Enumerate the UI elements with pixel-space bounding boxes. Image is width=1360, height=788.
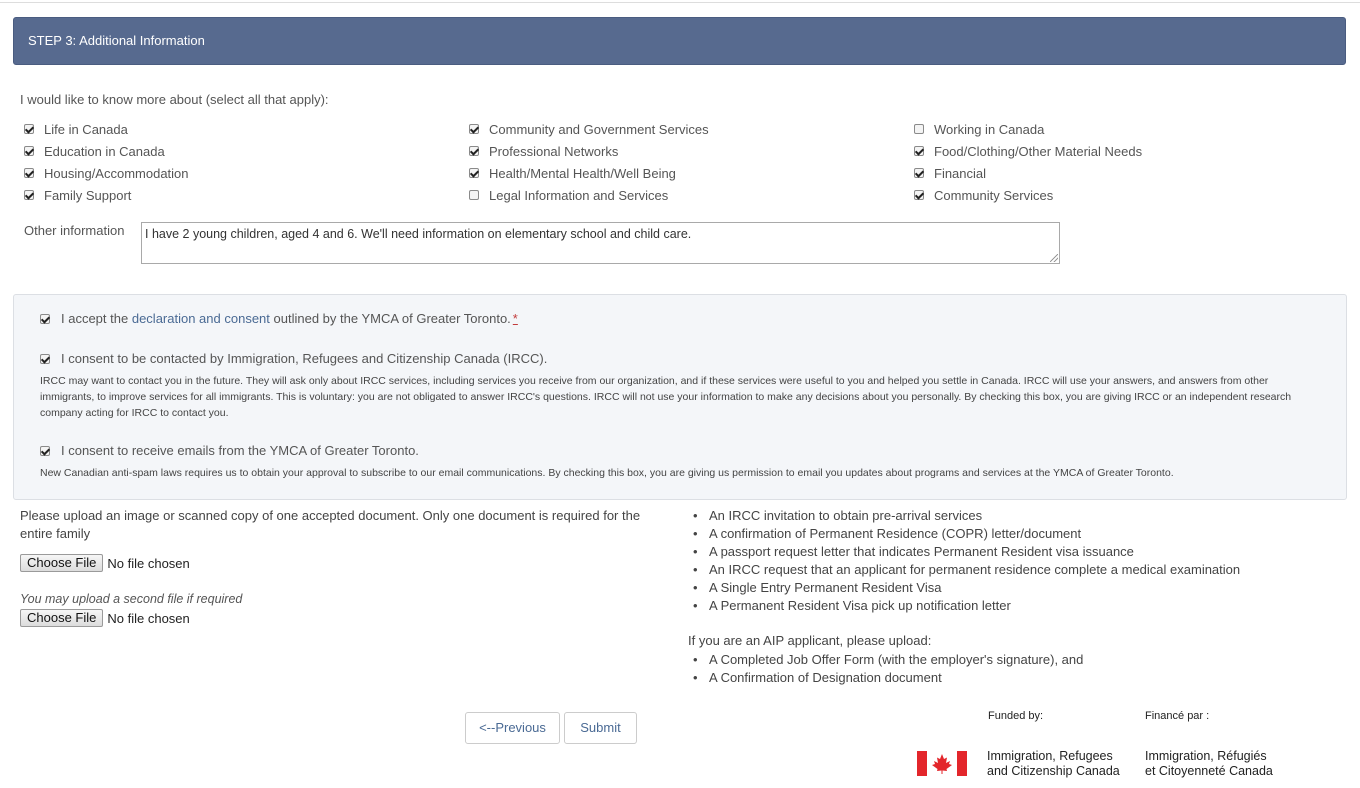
interest-option[interactable] [469, 164, 676, 182]
other-info-value: I have 2 young children, aged 4 and 6. We'll need information on elementary school and child care. [145, 227, 692, 241]
list-item: • A confirmation of Permanent Residence (COPR) letter/document [689, 525, 1240, 543]
canada-flag-icon [917, 751, 967, 776]
list-item: • A Completed Job Offer Form (with the employer's signature), and [689, 651, 1083, 669]
interest-option[interactable] [914, 164, 986, 182]
ircc-consent-row [40, 351, 547, 366]
agency-name-en-line2: and Citizenship Canada [987, 764, 1120, 778]
checkbox[interactable] [469, 146, 479, 156]
list-item: • A Permanent Resident Visa pick up notification letter [689, 597, 1240, 615]
interest-option[interactable] [24, 164, 189, 182]
other-info-label: Other information [24, 223, 125, 238]
file-upload-1 [20, 554, 190, 572]
list-item: • A Single Entry Permanent Resident Visa [689, 579, 1240, 597]
interest-label: Professional Networks [489, 143, 619, 159]
file-upload-2 [20, 609, 190, 627]
interest-label: Life in Canada [44, 121, 128, 137]
top-divider [0, 2, 1360, 3]
agency-name-en-line1: Immigration, Refugees [987, 749, 1113, 763]
interest-label: Working in Canada [934, 121, 1045, 137]
step-header: STEP 3: Additional Information [13, 17, 1346, 65]
interest-label: Food/Clothing/Other Material Needs [934, 143, 1143, 159]
list-item: • An IRCC request that an applicant for permanent residence complete a medical examination [689, 561, 1240, 579]
checkbox[interactable] [914, 168, 924, 178]
checkbox[interactable] [469, 124, 479, 134]
interest-label: Family Support [44, 187, 132, 203]
email-consent-note: New Canadian anti-spam laws requires us to obtain your approval to subscribe to our email communications. By checking this box, you are giving us permission to email you updates about programs and services at the YMCA of Greater Toronto. [40, 467, 1174, 479]
interest-option[interactable] [469, 142, 618, 160]
interest-label: Community Services [934, 187, 1054, 203]
agency-name-en [987, 749, 1120, 779]
checkbox[interactable] [914, 124, 924, 134]
ircc-consent-label: I consent to be contacted by Immigration, Refugees and Citizenship Canada (IRCC). [61, 351, 548, 366]
upload-intro: Please upload an image or scanned copy of one accepted document. Only one document is required for the entire family [20, 508, 641, 541]
interest-label: Health/Mental Health/Well Being [489, 165, 676, 181]
checkbox[interactable] [469, 168, 479, 178]
interest-option[interactable] [469, 186, 668, 204]
list-item: • An IRCC invitation to obtain pre-arrival services [689, 507, 1240, 525]
ircc-consent-checkbox[interactable] [40, 354, 50, 364]
choose-file-button-2[interactable]: Choose File [20, 609, 103, 627]
interest-label: Education in Canada [44, 143, 165, 159]
aip-label: If you are an AIP applicant, please upload: [688, 633, 932, 648]
interest-label: Financial [934, 165, 987, 181]
consent-panel [13, 294, 1347, 500]
checkbox[interactable] [24, 168, 34, 178]
agency-name-fr [1145, 749, 1273, 779]
checkbox[interactable] [24, 124, 34, 134]
interests-intro: I would like to know more about (select all that apply): [20, 92, 329, 107]
declaration-prefix: I accept the [61, 311, 129, 326]
interest-option[interactable] [914, 120, 1044, 138]
email-consent-label: I consent to receive emails from the YMCA of Greater Toronto. [61, 443, 419, 458]
list-item: • A passport request letter that indicates Permanent Resident visa issuance [689, 543, 1240, 561]
ircc-consent-note: IRCC may want to contact you in the future. They will ask only about IRCC services, including services you receive from our organization, and if these services were useful to you and helped you settle in Canada. IRCC will use your answers, and answers from other immigrants, to improve services for all immigrants. This is voluntary: you are not obligated to answer IRCC's questions. IRCC will not use your information to make any decisions about you personally. By checking this box, you are giving IRCC or an independent research company acting for IRCC to contact you. [40, 375, 1292, 419]
checkbox[interactable] [914, 190, 924, 200]
interest-option[interactable] [24, 120, 128, 138]
finance-par-label: Financé par : [1145, 710, 1210, 722]
interest-label: Housing/Accommodation [44, 165, 189, 181]
previous-button[interactable]: <--Previous [465, 712, 560, 744]
interest-option[interactable] [24, 186, 131, 204]
agency-name-fr-line1: Immigration, Réfugiés [1145, 749, 1267, 763]
accepted-documents-list [689, 507, 1240, 615]
list-item: • A Confirmation of Designation document [689, 669, 1083, 687]
submit-button[interactable]: Submit [564, 712, 637, 744]
interest-label: Legal Information and Services [489, 187, 669, 203]
agency-name-fr-line2: et Citoyenneté Canada [1145, 764, 1273, 778]
email-consent-row [40, 443, 419, 458]
choose-file-button[interactable]: Choose File [20, 554, 103, 572]
interest-label: Community and Government Services [489, 121, 709, 137]
declaration-link[interactable]: declaration and consent [131, 311, 270, 326]
aip-documents-list [689, 651, 1083, 687]
email-consent-checkbox[interactable] [40, 446, 50, 456]
required-marker: * [512, 311, 518, 326]
checkbox[interactable] [24, 190, 34, 200]
declaration-consent-row [40, 311, 518, 326]
interest-option[interactable] [914, 186, 1053, 204]
second-file-note: You may upload a second file if required [20, 592, 243, 606]
checkbox[interactable] [914, 146, 924, 156]
other-info-textarea[interactable] [141, 222, 1060, 264]
file-status: No file chosen [107, 555, 190, 571]
interest-option[interactable] [24, 142, 165, 160]
interest-option[interactable] [469, 120, 709, 138]
funded-by-label: Funded by: [988, 710, 1044, 722]
checkbox[interactable] [24, 146, 34, 156]
checkbox[interactable] [469, 190, 479, 200]
declaration-suffix: outlined by the YMCA of Greater Toronto. [273, 311, 511, 326]
file-status-2: No file chosen [107, 610, 190, 626]
interest-option[interactable] [914, 142, 1142, 160]
declaration-checkbox[interactable] [40, 314, 50, 324]
resize-grip-icon[interactable] [1050, 254, 1058, 262]
